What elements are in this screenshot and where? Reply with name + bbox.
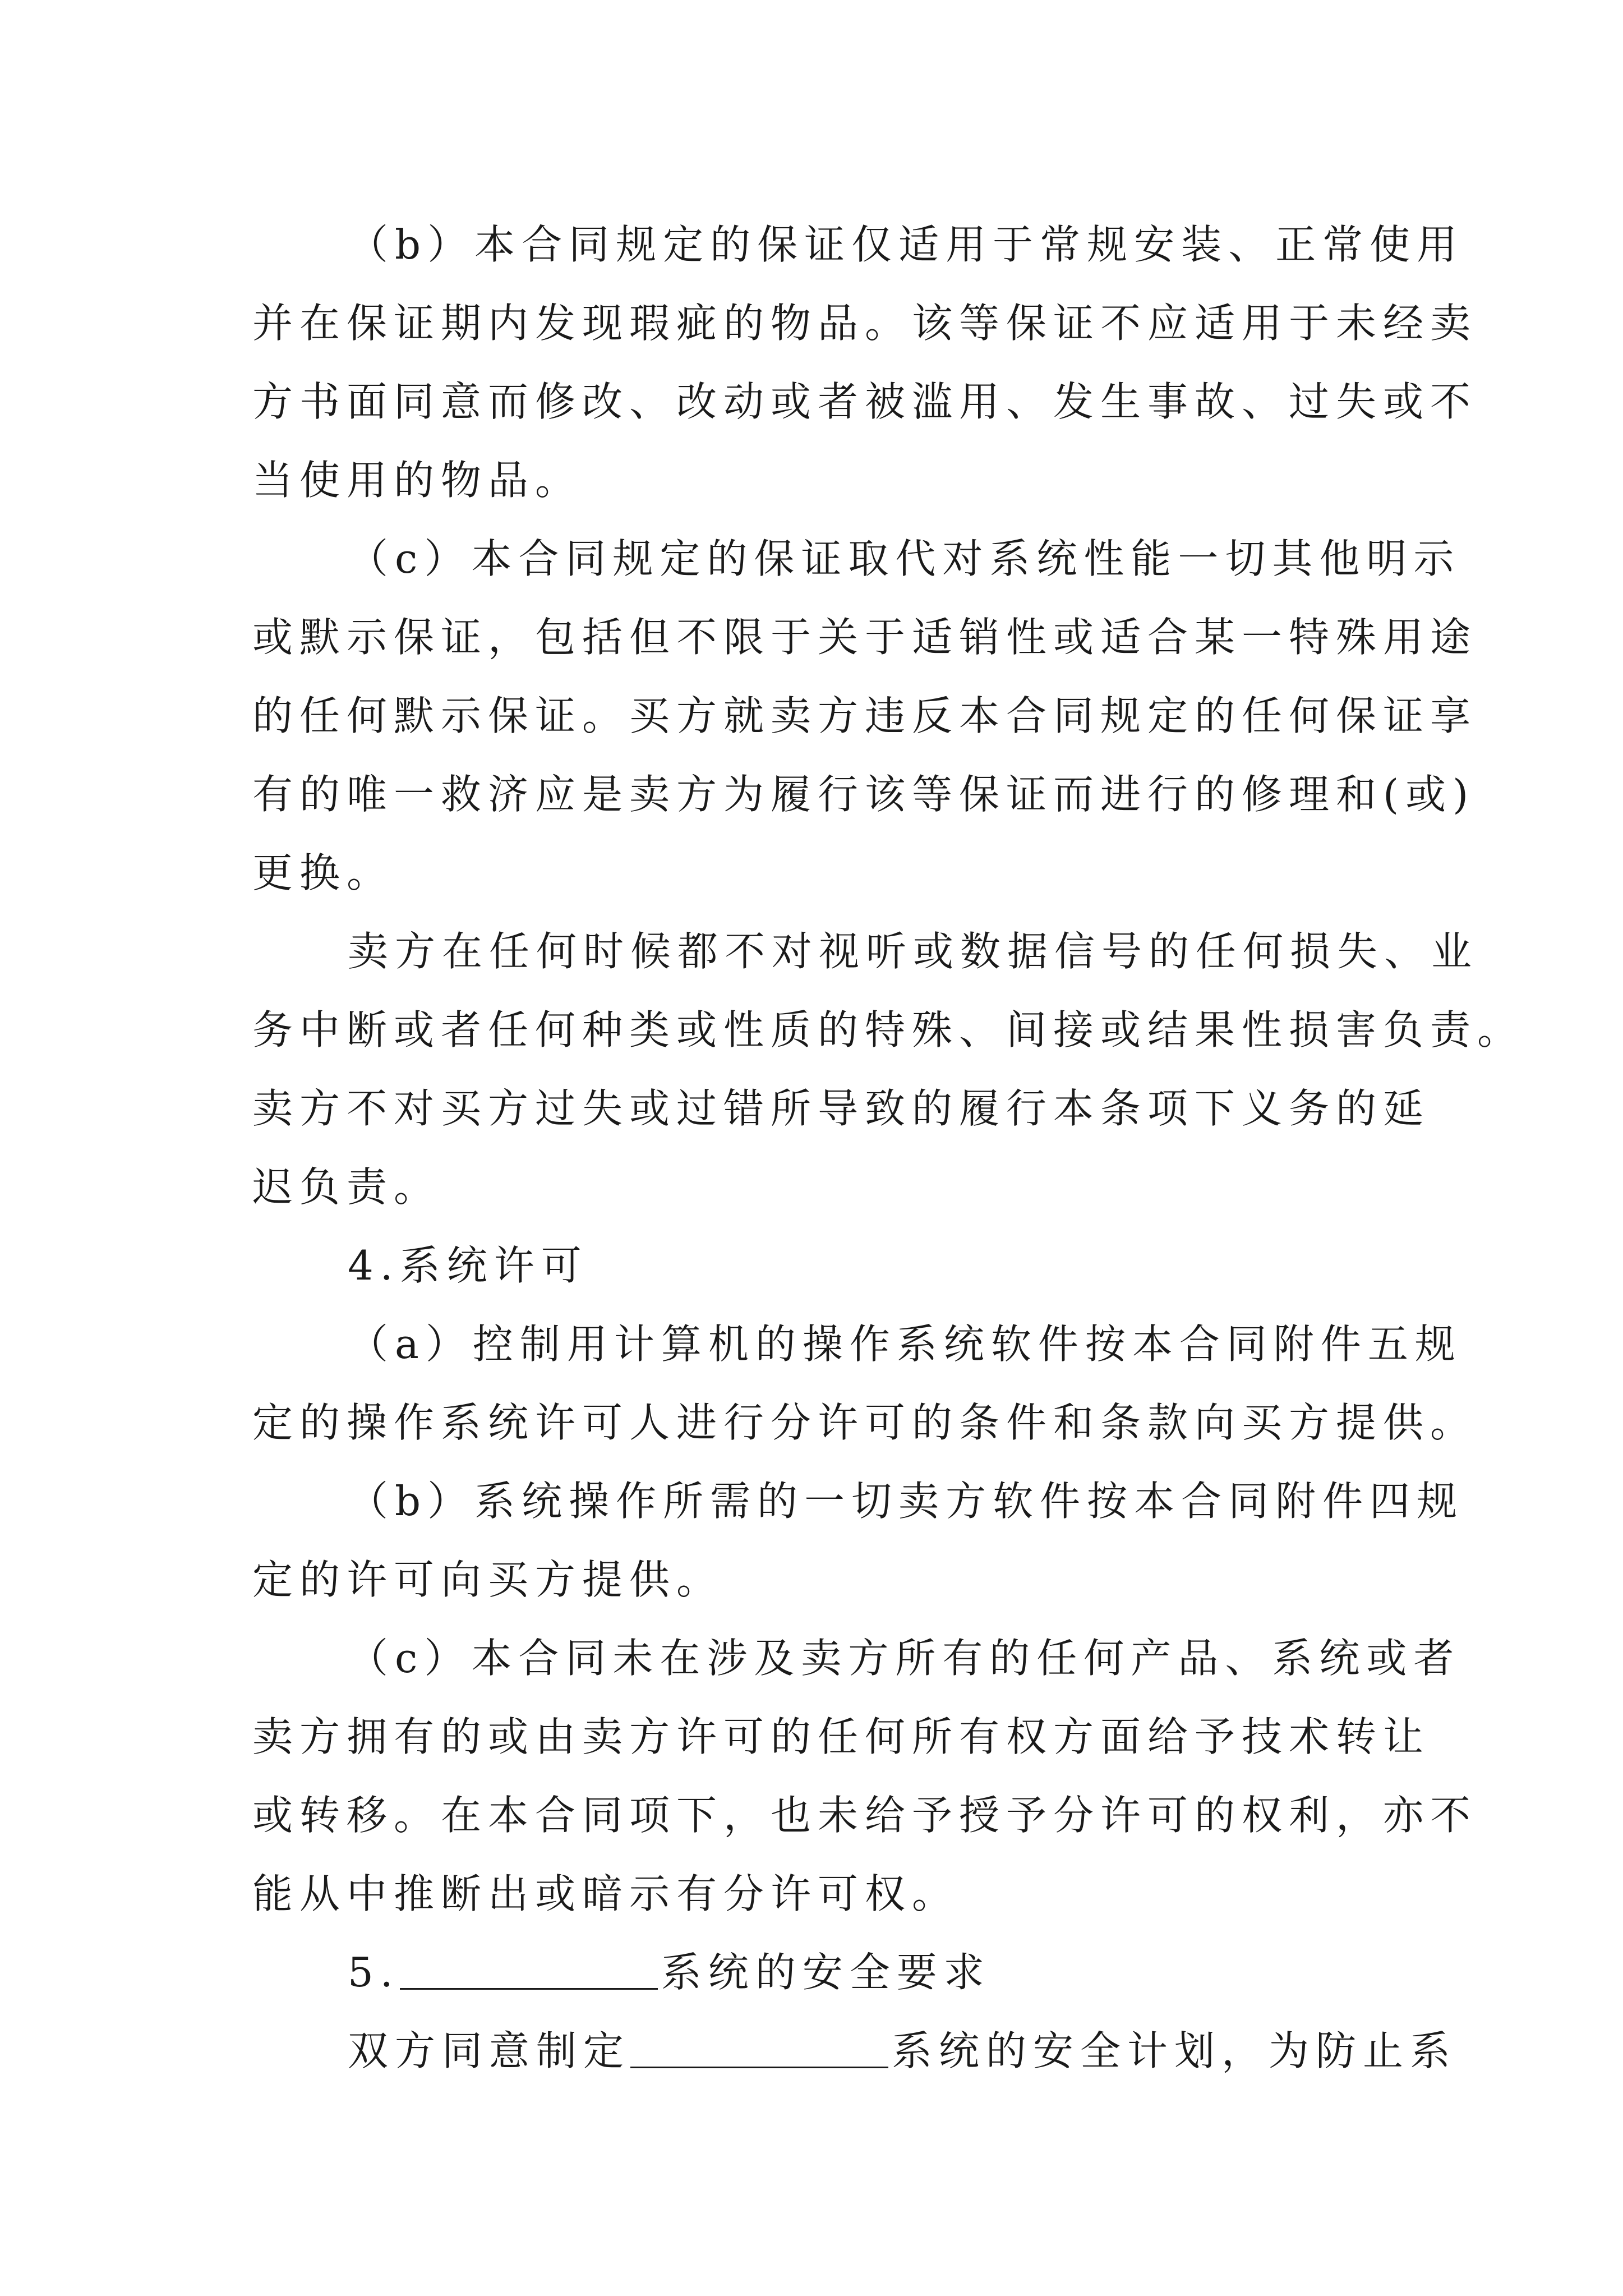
section-5-body-suffix: 系统的安全计划，为防止系	[892, 2027, 1458, 2074]
para-c-line-1: （c）本合同规定的保证取代对系统性能一切其他明示	[348, 535, 1461, 582]
para-c-line-2: 或默示保证，包括但不限于关于适销性或适合某一特殊用途	[252, 614, 1478, 661]
para-c-line-3: 的任何默示保证。买方就卖方违反本合同规定的任何保证享	[252, 692, 1478, 739]
section-5-heading	[348, 1945, 991, 1999]
section-4c-line-1: （c）本合同未在涉及卖方所有的任何产品、系统或者	[348, 1635, 1461, 1682]
para-liability-line-3: 卖方不对买方过失或过错所导致的履行本条项下义务的延	[252, 1085, 1431, 1132]
para-b-line-1: （b）本合同规定的保证仅适用于常规安装、正常使用	[348, 221, 1464, 268]
para-liability-line-2: 务中断或者任何种类或性质的特殊、间接或结果性损害负责。	[252, 1006, 1525, 1053]
section-5-heading-blank[interactable]	[400, 1945, 658, 1990]
section-4-heading: 4.系统许可	[348, 1242, 588, 1289]
section-4c-line-2: 卖方拥有的或由卖方许可的任何所有权方面给予技术转让	[252, 1713, 1431, 1760]
section-4c-line-3: 或转移。在本合同项下，也未给予授予分许可的权利，亦不	[252, 1792, 1478, 1839]
section-5-body-prefix: 双方同意制定	[348, 2027, 631, 2074]
section-5-heading-number: 5.	[348, 1949, 400, 1996]
para-c-line-5: 更换。	[252, 849, 394, 896]
para-liability-line-1: 卖方在任何时候都不对视听或数据信号的任何损失、业	[348, 928, 1479, 975]
section-4b-line-1: （b）系统操作所需的一切卖方软件按本合同附件四规	[348, 1478, 1464, 1525]
section-4c-line-4: 能从中推断出或暗示有分许可权。	[252, 1870, 960, 1917]
section-4a-line-1: （a）控制用计算机的操作系统软件按本合同附件五规	[348, 1320, 1462, 1368]
para-c-line-4: 有的唯一救济应是卖方为履行该等保证而进行的修理和(或)	[252, 771, 1476, 818]
section-5-body-blank[interactable]	[630, 2024, 888, 2068]
section-5-body-line-1	[348, 2024, 1457, 2078]
para-b-line-4: 当使用的物品。	[252, 457, 583, 504]
section-5-heading-text: 系统的安全要求	[661, 1949, 991, 1996]
section-4a-line-2: 定的操作系统许可人进行分许可的条件和条款向买方提供。	[252, 1399, 1478, 1446]
para-b-line-2: 并在保证期内发现瑕疵的物品。该等保证不应适用于未经卖	[252, 300, 1478, 347]
para-liability-line-4: 迟负责。	[252, 1163, 441, 1211]
para-b-line-3: 方书面同意而修改、改动或者被滥用、发生事故、过失或不	[252, 378, 1478, 425]
section-4b-line-2: 定的许可向买方提供。	[252, 1556, 724, 1603]
